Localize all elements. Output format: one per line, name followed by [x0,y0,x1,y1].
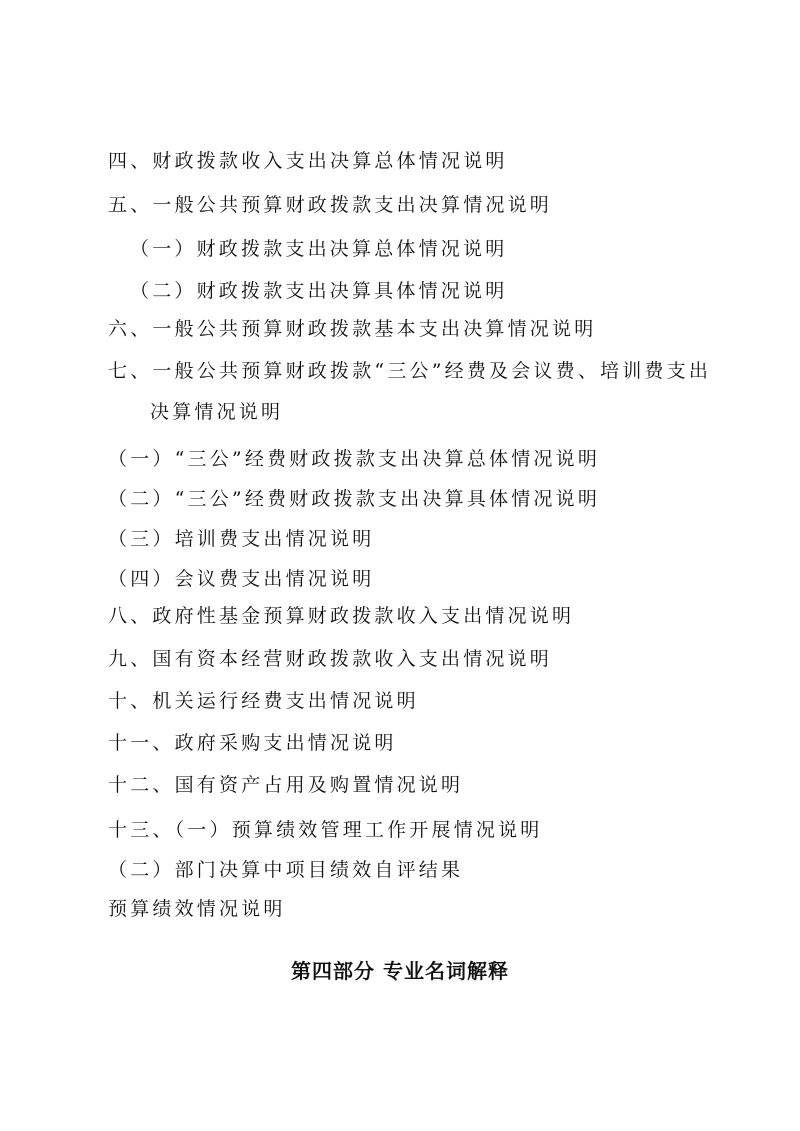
toc-item-8: 八、政府性基金预算财政拨款收入支出情况说明 [108,605,575,627]
toc-item-7-continued: 决算情况说明 [150,401,284,423]
toc-item-7-3: （三）培训费支出情况说明 [108,528,375,550]
toc-item-13-1: 十三、（一）预算绩效管理工作开展情况说明 [108,819,543,841]
toc-item-13-2: （二）部门决算中项目绩效自评结果 [108,859,464,881]
toc-item-7-1: （一）“三公”经费财政拨款支出决算总体情况说明 [108,448,601,470]
section-heading: 第四部分 专业名词解释 [291,959,509,983]
toc-item-5-2: （二）财政拨款支出决算具体情况说明 [130,280,508,302]
toc-item-10: 十、机关运行经费支出情况说明 [108,690,419,712]
toc-item-11: 十一、政府采购支出情况说明 [108,732,397,754]
toc-item-6: 六、一般公共预算财政拨款基本支出决算情况说明 [108,318,597,340]
toc-item-9: 九、国有资本经营财政拨款收入支出情况说明 [108,648,553,670]
toc-item-12: 十二、国有资产占用及购置情况说明 [108,774,464,796]
toc-item-4: 四、财政拨款收入支出决算总体情况说明 [108,150,508,172]
toc-item-7-2: （二）“三公”经费财政拨款支出决算具体情况说明 [108,488,601,510]
toc-item-7: 七、一般公共预算财政拨款“三公”经费及会议费、培训费支出 [108,360,712,382]
toc-item-5: 五、一般公共预算财政拨款支出决算情况说明 [108,194,553,216]
toc-item-13-3: 预算绩效情况说明 [108,898,286,920]
toc-item-7-4: （四）会议费支出情况说明 [108,568,375,590]
toc-item-5-1: （一）财政拨款支出决算总体情况说明 [130,238,508,260]
